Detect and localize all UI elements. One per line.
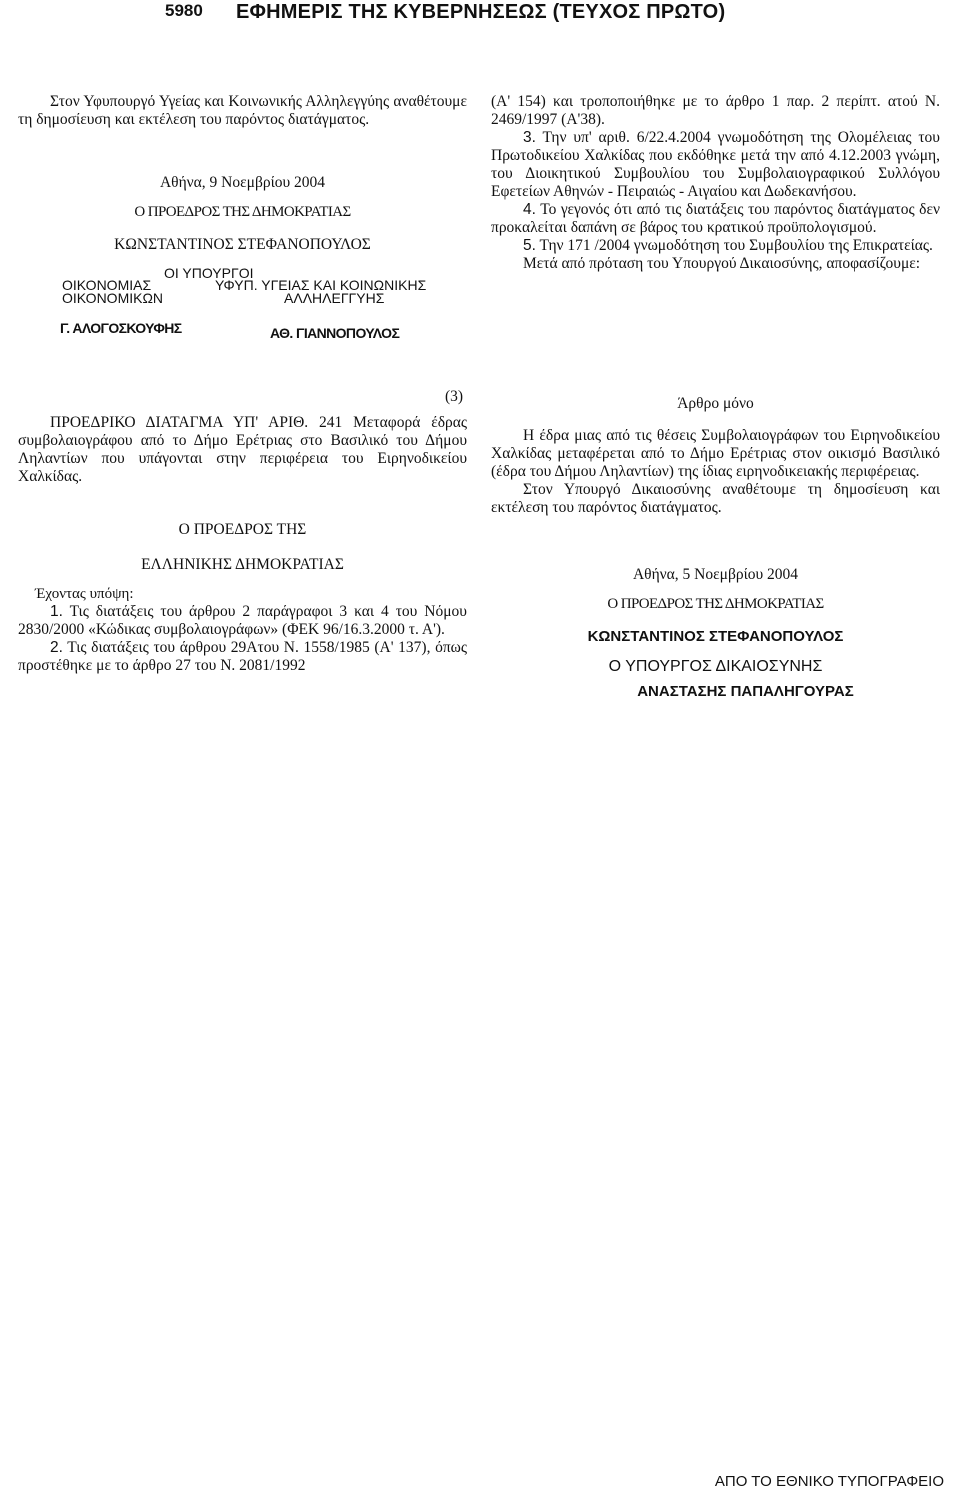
minister2-title-line2: ΑΛΛΗΛΕΓΓΥΗΣ	[284, 290, 385, 306]
list-item: 3. Την υπ' αριθ. 6/22.4.2004 γνωμοδότηση της Ολομέλειας του Πρωτοδικείου Χαλκίδας που εκδόθηκε μετά την από 4.12.2003 γνώμη, του Διοικητικού Συμβουλίου του Συμβολαιογραφικού Συλλόγου Εφετείων Αθηνών - Πειραιώς - Αιγαίου και Δωδεκανήσου.	[491, 129, 940, 200]
minister-name-right: ΑΝΑΣΤΑΣΗΣ ΠΑΠΑΛΗΓΟΥΡΑΣ	[637, 683, 854, 700]
article-title: Άρθρο μόνο	[677, 395, 754, 412]
ministers-heading: ΟΙ ΥΠΟΥΡΓΟΙ	[164, 265, 254, 281]
left-column	[18, 93, 467, 129]
list-item: 4. Το γεγονός ότι από τις διατάξεις του παρόντος διατάγματος δεν προκαλείται δαπάνη σε βάρος του κρατικού προϋπολογισμού.	[491, 201, 940, 236]
president-title-left: Ο ΠΡΟΕΔΡΟΣ ΤΗΣ ΔΗΜΟΚΡΑΤΙΑΣ	[134, 204, 351, 220]
minister1-title-line2: ΟΙΚΟΝΟΜΙΚΩΝ	[62, 290, 164, 306]
right-column	[491, 93, 940, 273]
minister-title-right: Ο ΥΠΟΥΡΓΟΣ ΔΙΚΑΙΟΣΥΝΗΣ	[608, 658, 823, 675]
president-name-left: ΚΩΝΣΤΑΝΤΙΝΟΣ ΣΤΕΦΑΝΟΠΟΥΛΟΣ	[114, 236, 371, 253]
gazette-header-title: ΕΦΗΜΕΡΙΣ ΤΗΣ ΚΥΒΕΡΝΗΣΕΩΣ (ΤΕΥΧΟΣ ΠΡΩΤΟ)	[236, 1, 726, 23]
decree-number: (3)	[445, 388, 464, 405]
minister2-title-line1: ΥΦΥΠ. ΥΓΕΙΑΣ ΚΑΙ ΚΟΙΝΩΝΙΚΗΣ	[215, 277, 427, 293]
minister1-name: Γ. ΑΛΟΓΟΣΚΟΥΦΗΣ	[60, 320, 182, 336]
list-item: 2. Τις διατάξεις του άρθρου 29Ατου Ν. 1558/1985 (Α' 137), όπως προστέθηκε με το άρθρο 27 του Ν. 2081/1992	[18, 639, 467, 674]
list-item: 5. Την 171 /2004 γνωμοδότηση του Συμβουλίου της Επικρατείας.	[523, 237, 933, 254]
decree-title: ΠΡΟΕΔΡΙΚΟ ΔΙΑΤΑΓΜΑ ΥΠ' ΑΡΙΘ. 241 Μεταφορά έδρας συμβολαιογράφου από το Δήμο Ερέτριας στο Βασιλικό του Δήμου Ληλαντίων που υπάγονται στην περιφέρεια του Ειρηνοδικείου Χαλκίδας.	[18, 414, 467, 485]
minister2-name: ΑΘ. ΓΙΑΝΝΟΠΟΥΛΟΣ	[270, 325, 400, 341]
signature-date-right: Αθήνα, 5 Νοεμβρίου 2004	[632, 566, 799, 583]
printer-footer: ΑΠΟ ΤΟ ΕΘΝΙΚΟ ΤΥΠΟΓΡΑΦΕΙΟ	[714, 1473, 944, 1490]
list-item: 1. Τις διατάξεις του άρθρου 2 παράγραφοι 3 και 4 του Νόμου 2830/2000 «Κώδικας συμβολαιογράφων» (ΦΕΚ 96/16.3.2000 τ. Α').	[18, 603, 467, 638]
intro-paragraph: Στον Υφυπουργό Υγείας και Κοινωνικής Αλληλεγγύης αναθέτουμε τη δημοσίευση και εκτέλεση του παρόντος διατάγματος.	[18, 93, 467, 128]
proposal-text: Μετά από πρόταση του Υπουργού Δικαιοσύνης, αποφασίζουμε:	[523, 255, 921, 272]
considering-list-left	[18, 603, 467, 675]
president-title-right: Ο ΠΡΟΕΔΡΟΣ ΤΗΣ ΔΗΜΟΚΡΑΤΙΑΣ	[607, 596, 824, 612]
considering-label: Έχοντας υπόψη:	[35, 586, 134, 602]
continuation-text: (Α' 154) και τροποποιήθηκε με το άρθρο 1 παρ. 2 περίπτ. ατού Ν. 2469/1997 (Α'38).	[491, 93, 940, 128]
heading-president-line2: ΕΛΛΗΝΙΚΗΣ ΔΗΜΟΚΡΑΤΙΑΣ	[141, 556, 344, 573]
article-body: Η έδρα μιας από τις θέσεις Συμβολαιογράφων του Ειρηνοδικείου Χαλκίδας μεταφέρεται από το Δήμο Ερέτριας στον οικισμό Βασιλικό (έδρα του Δήμου Ληλαντίων) της ίδιας ειρηνοδικειακής περιφέρειας. Στον Υπουργό Δικαιοσύνης αναθέτουμε τη δημοσίευση και εκτέλεση του παρόντος διατάγματος.	[491, 427, 940, 516]
signature-date-left: Αθήνα, 9 Νοεμβρίου 2004	[159, 174, 326, 191]
page-number: 5980	[165, 1, 203, 20]
minister1-title-line1: ΟΙΚΟΝΟΜΙΑΣ	[62, 277, 152, 293]
heading-president-line1: Ο ΠΡΟΕΔΡΟΣ ΤΗΣ	[178, 521, 307, 538]
president-name-right: ΚΩΝΣΤΑΝΤΙΝΟΣ ΣΤΕΦΑΝΟΠΟΥΛΟΣ	[587, 628, 844, 645]
